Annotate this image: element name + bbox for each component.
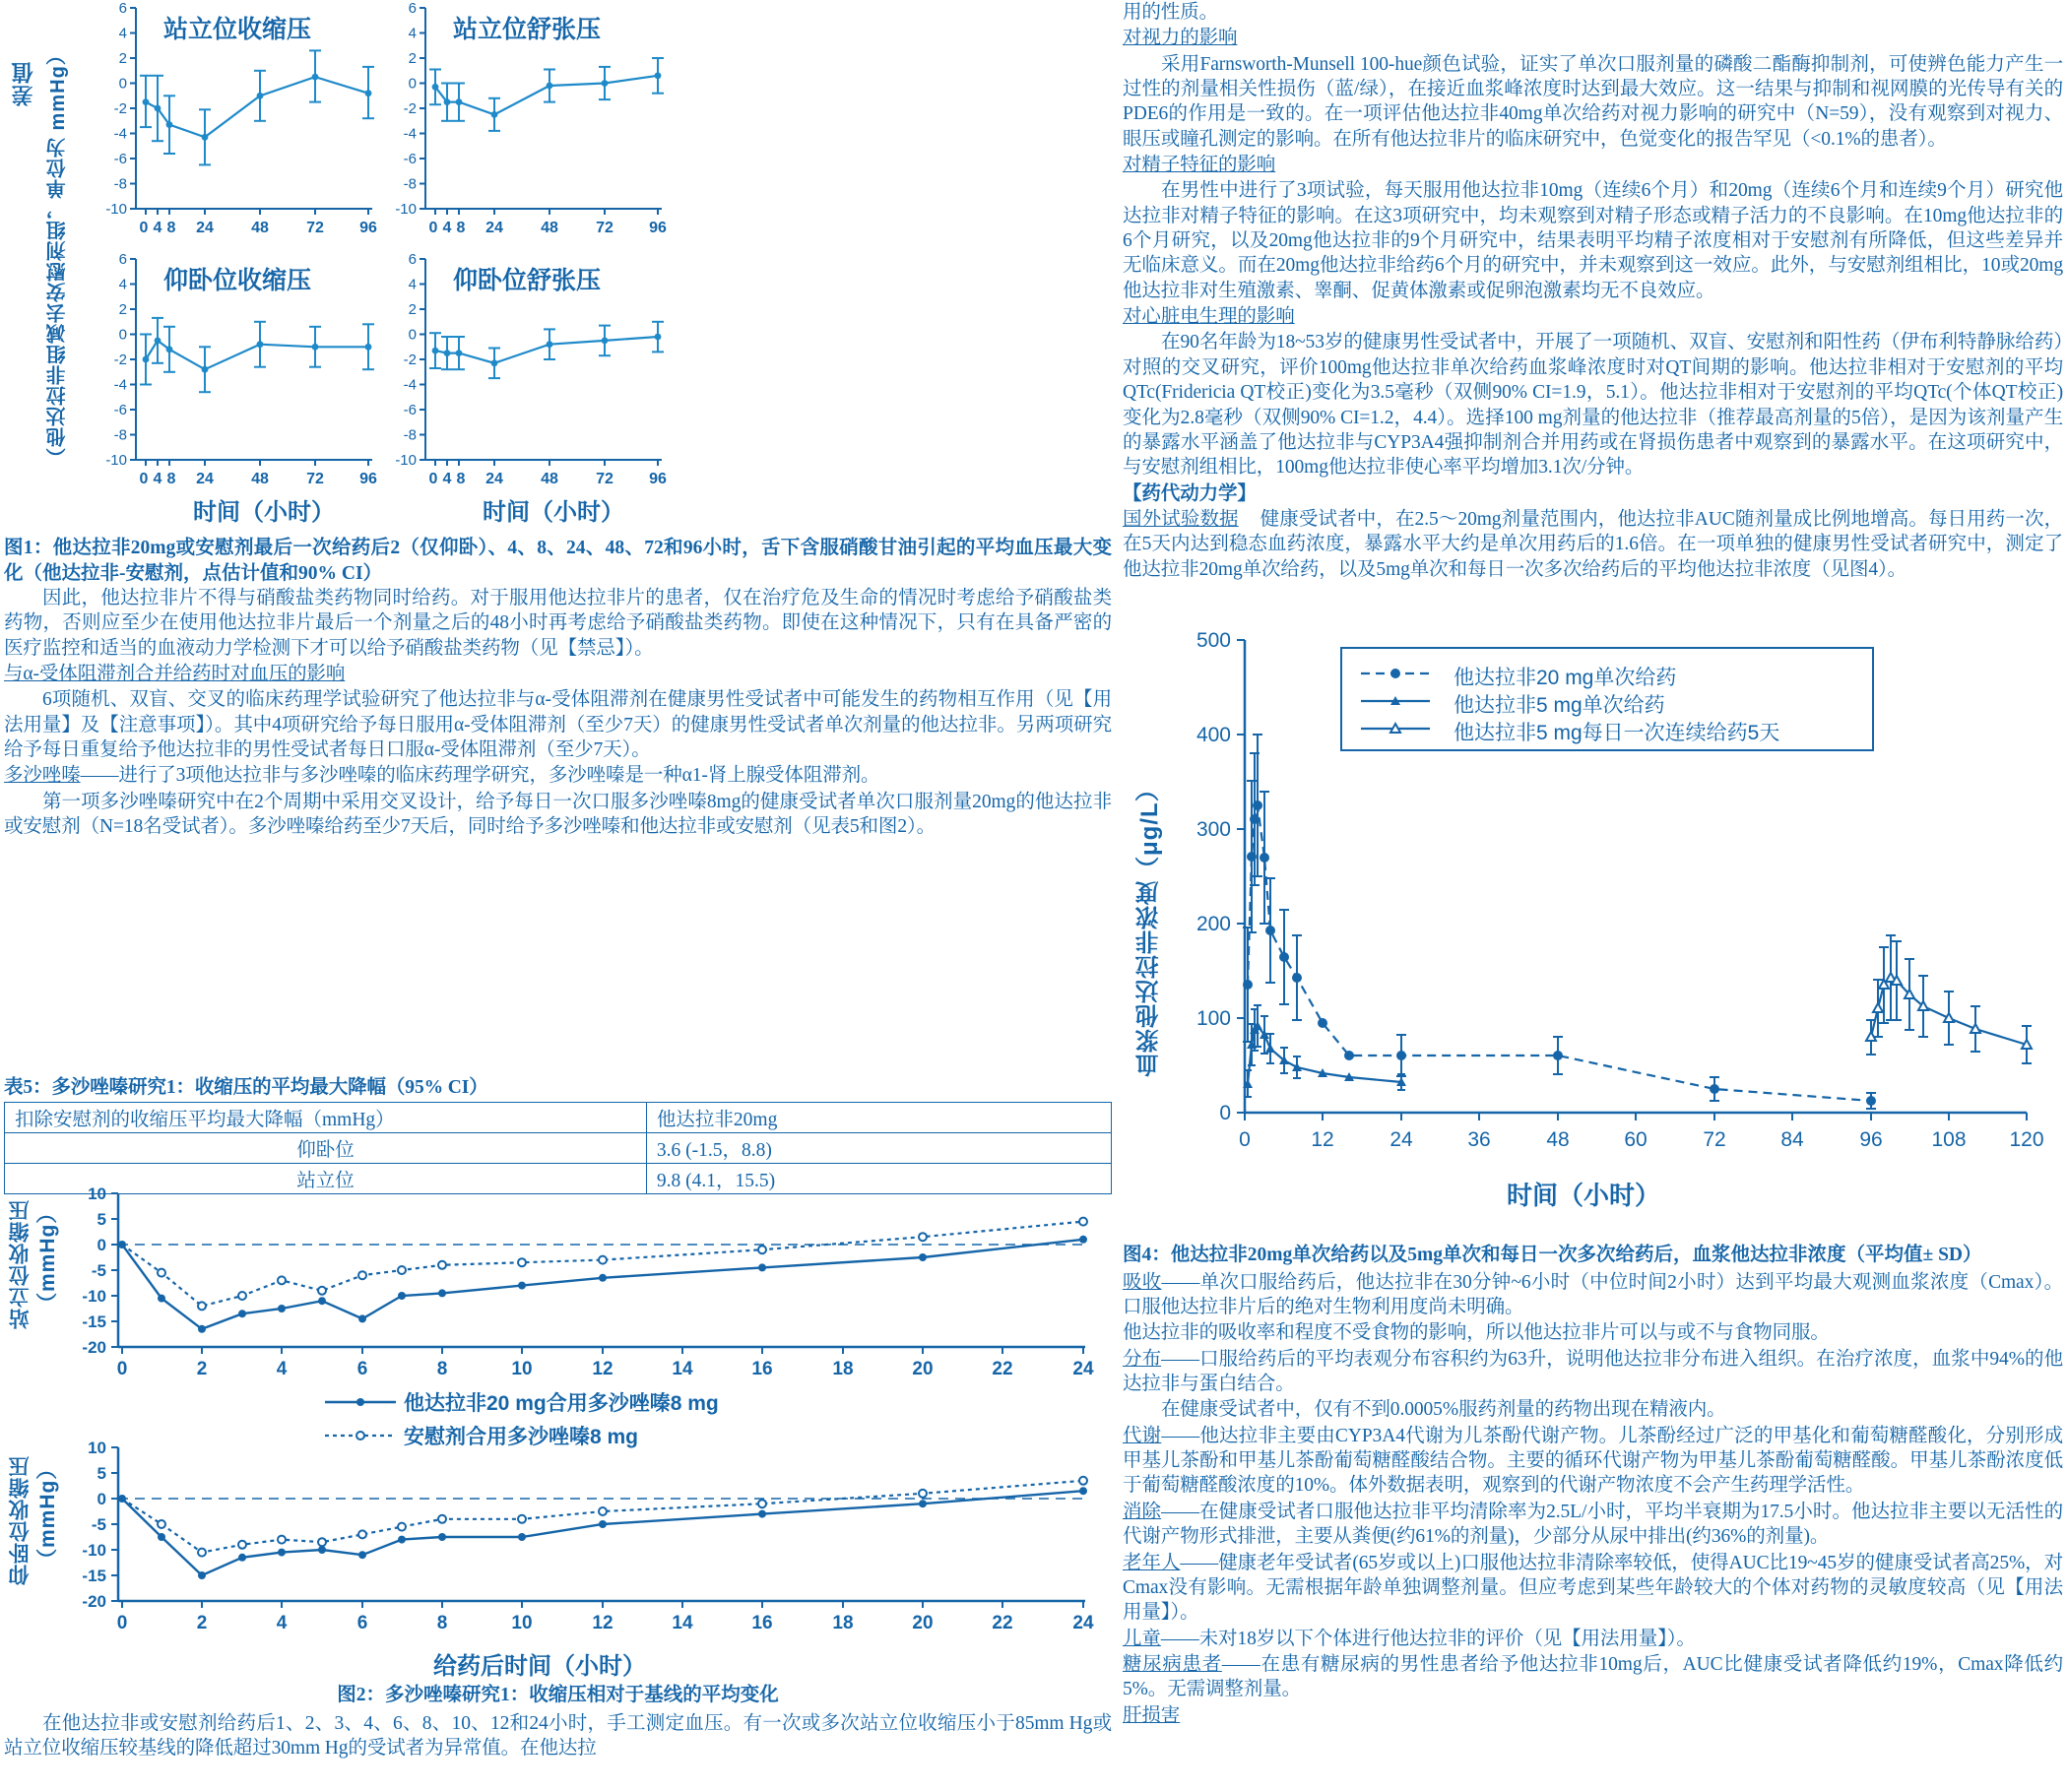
svg-text:100: 100	[1196, 1007, 1231, 1030]
svg-text:24: 24	[196, 471, 214, 487]
svg-text:5: 5	[97, 1464, 106, 1483]
right-heading-sperm: 对精子特征的影响	[1123, 155, 1276, 176]
svg-text:48: 48	[251, 471, 269, 487]
figure2-legend-label-2: 安慰剂合用多沙唑嗪8 mg	[404, 1426, 639, 1448]
svg-text:4: 4	[276, 1359, 288, 1379]
svg-text:18: 18	[832, 1613, 854, 1633]
svg-text:4: 4	[153, 471, 162, 487]
figure2-bot-ylabel-2: （mmHg）	[36, 1457, 59, 1569]
figure4-legend-label-3: 他达拉非5 mg每日一次连续给药5天	[1454, 722, 1780, 744]
right-children	[1123, 1627, 2063, 1651]
svg-text:-10: -10	[105, 452, 127, 469]
right-paragraph-2: 在男性中进行了3项试验，每天服用他达拉非10mg（连续6个月）和20mg（连续6个月和连续9个月）研究他达拉非对精子特征的影响。在这3项研究中，均未观察到对精子形态或精子活力的不良影响。在10mg他达拉非的6个月研究，以及20mg他达拉非的9个月研究中，结果表明平均精子浓度相对于安慰剂有所降低，但这些差异并无临床意义。而在20mg他达拉非给药6个月的研究中，并未观察到这一效应。此外，与安慰剂组相比，10或20mg他达拉非对生殖激素、睾酮、促黄体激素或促卵泡激素均无不良效应。	[1123, 180, 2063, 301]
figure1-panel3-title: 仰卧位收缩压	[163, 267, 312, 294]
svg-text:6: 6	[356, 1613, 368, 1633]
svg-text:4: 4	[442, 471, 452, 487]
svg-text:4: 4	[408, 25, 417, 42]
svg-text:10: 10	[88, 1184, 106, 1203]
right-paragraph-0: 用的性质。	[1123, 2, 1219, 23]
svg-text:-4: -4	[113, 376, 127, 394]
svg-text:12: 12	[592, 1613, 614, 1633]
svg-text:-20: -20	[82, 1592, 106, 1611]
svg-text:400: 400	[1196, 724, 1231, 746]
svg-text:8: 8	[436, 1359, 448, 1379]
left-paragraph-4: 第一项多沙唑嗪研究中在2个周期中采用交叉设计，给予每日一次口服多沙唑嗪8mg的健康受试者单次口服剂量20mg的他达拉非或安慰剂（N=18名受试者）。多沙唑嗪给药至少7天后，同时给予多沙唑嗪和他达拉非或安慰剂（见表5和图2）。	[4, 791, 1112, 838]
svg-text:10: 10	[88, 1439, 106, 1457]
svg-text:108: 108	[1931, 1128, 1967, 1151]
table5-header-1: 扣除安慰剂的收缩压平均最大降幅（mmHg）	[5, 1103, 647, 1133]
svg-text:-2: -2	[403, 100, 417, 117]
svg-text:4: 4	[442, 220, 452, 236]
right-distribution	[1123, 1347, 2063, 1397]
metabolism-heading: 代谢	[1123, 1425, 1162, 1446]
figure1-panel2-title: 站立位舒张压	[453, 16, 602, 43]
svg-text:6: 6	[408, 251, 417, 268]
svg-text:-4: -4	[113, 125, 127, 143]
legend-solid-line-icon	[325, 1395, 396, 1409]
svg-text:6: 6	[118, 0, 127, 17]
overseas-data-text: 健康受试者中，在2.5～20mg剂量范围内，他达拉非AUC随剂量成比例地增高。每日用药一次，在5天内达到稳态血药浓度，暴露水平大约是单次用药后的1.6倍。在一项单独的健康男性受试者研究中，测定了他达拉非20mg单次给药，以及5mg单次和每日一次多次给药后的平均他达拉非浓度（见图4）。	[1123, 508, 2063, 580]
figure4-ylabel: 血浆他达拉非浓度（μg/L）	[1136, 777, 1163, 1078]
diabetes-text: ——在患有糖尿病的男性患者给予他达拉非10mg后，AUC比健康受试者降低约19%，Cmax降低约5%。无需调整剂量。	[1123, 1653, 2063, 1700]
svg-text:-4: -4	[403, 376, 417, 394]
absorption-text: ——单次口服给药后，他达拉非在30分钟~6小时（中位时间2小时）达到平均最大观测血浆浓度（Cmax）。口服他达拉非片后的绝对生物利用度尚未明确。	[1123, 1271, 2063, 1318]
svg-text:72: 72	[306, 220, 324, 236]
figure2-bottom-plot	[61, 1439, 1105, 1633]
svg-text:10: 10	[511, 1359, 533, 1379]
left-bottom-paragraph: 在他达拉非或安慰剂给药后1、2、3、4、6、8、10、12和24小时，手工测定血压。有一次或多次站立位收缩压小于85mm Hg或站立位收缩压较基线的降低超过30mm Hg的受试者为异常值。在他达拉	[4, 1712, 1112, 1760]
svg-text:48: 48	[251, 220, 269, 236]
figure2-bot-ylabel-1: 仰卧位收缩压	[9, 1455, 32, 1585]
svg-text:48: 48	[1546, 1128, 1570, 1151]
svg-text:14: 14	[672, 1359, 693, 1379]
left-paragraph-2: 6项随机、双盲、交叉的临床药理学试验研究了他达拉非与α-受体阻滞剂在健康男性受试者中可能发生的药物相互作用（见【用法用量】及【注意事项】）。其中4项研究给予每日服用α-受体阻滞剂（至少7天）的健康男性受试者单次剂量的他达拉非。另两项研究给予每日重复给予他达拉非的男性受试者每日口服α-受体阻滞剂（至少7天）。	[4, 689, 1112, 761]
svg-text:60: 60	[1624, 1128, 1648, 1151]
table5-r2c2: 9.8 (4.1，15.5)	[646, 1164, 1111, 1194]
svg-text:0: 0	[97, 1490, 106, 1508]
left-paragraph-3	[4, 763, 1112, 788]
svg-text:-5: -5	[91, 1515, 106, 1534]
svg-text:0: 0	[1239, 1128, 1251, 1151]
svg-text:24: 24	[196, 220, 214, 236]
svg-text:4: 4	[118, 276, 127, 293]
svg-text:18: 18	[832, 1359, 854, 1379]
svg-text:-2: -2	[403, 352, 417, 368]
svg-text:0: 0	[408, 75, 417, 93]
figure4-xlabel: 时间（小时）	[1507, 1181, 1661, 1210]
svg-text:0: 0	[118, 326, 127, 344]
figure4-caption: 图4：他达拉非20mg单次给药以及5mg单次和每日一次多次给药后，血浆他达拉非浓度（平均值± SD）	[1123, 1245, 1982, 1265]
svg-text:-6: -6	[403, 151, 417, 167]
svg-text:8: 8	[166, 220, 176, 236]
children-heading: 儿童	[1123, 1628, 1161, 1649]
svg-text:8: 8	[436, 1613, 448, 1633]
right-paragraph-4	[1123, 507, 2063, 582]
table5-header-row	[5, 1103, 1112, 1133]
figure-1	[0, 0, 1118, 532]
svg-text:24: 24	[485, 471, 503, 487]
elimination-heading: 消除	[1123, 1501, 1162, 1522]
svg-text:200: 200	[1196, 913, 1231, 935]
figure2-legend-item-1	[325, 1387, 719, 1417]
svg-text:12: 12	[1311, 1128, 1334, 1151]
children-text: ——未对18岁以下个体进行他达拉非的评价（见【用法用量】）。	[1160, 1628, 1696, 1649]
svg-text:-2: -2	[113, 352, 127, 368]
svg-text:0: 0	[139, 471, 149, 487]
svg-text:-8: -8	[113, 426, 127, 444]
figure1-caption: 图1：他达拉非20mg或安慰剂最后一次给药后2（仅仰卧）、4、8、24、48、72和96小时，舌下含服硝酸甘油引起的平均血压最大变化（他达拉非-安慰剂，点估计值和90% CI）	[4, 538, 1112, 584]
svg-text:2: 2	[118, 50, 127, 67]
svg-text:0: 0	[408, 326, 417, 344]
elderly-heading: 老年人	[1123, 1552, 1181, 1573]
svg-text:24: 24	[1389, 1128, 1413, 1151]
table5-title: 表5：多沙唑嗪研究1：收缩压的平均最大降幅（95% CI）	[4, 1077, 488, 1098]
metabolism-text: ——他达拉非主要由CYP3A4代谢为儿茶酚代谢产物。儿茶酚经过广泛的甲基化和葡萄糖醛酸化，分别形成甲基儿茶酚和甲基儿茶酚葡萄糖醛酸结合物。主要的循环代谢产物为甲基儿茶酚葡萄糖醛酸。甲基儿茶酚浓度低于葡萄糖醛酸浓度的10%。体外数据表明，观察到的代谢产物浓度不会产生药理学活性。	[1123, 1425, 2063, 1497]
overseas-data-heading: 国外试验数据	[1123, 508, 1239, 530]
svg-text:8: 8	[456, 220, 466, 236]
svg-text:2: 2	[408, 50, 417, 67]
right-elimination	[1123, 1500, 2063, 1550]
figure2-top-ylabel-1: 站立位收缩压	[9, 1199, 32, 1329]
svg-text:-8: -8	[403, 175, 417, 193]
svg-text:96: 96	[359, 471, 377, 487]
svg-text:-6: -6	[403, 402, 417, 418]
table5-r1c1: 仰卧位	[5, 1133, 647, 1164]
svg-text:72: 72	[596, 220, 614, 236]
figure1-ylabel-line2: （他达拉非组减去安慰剂组，单位为 mmHg）	[47, 44, 69, 468]
svg-text:24: 24	[1072, 1613, 1094, 1633]
svg-text:120: 120	[2009, 1128, 2044, 1151]
right-metabolism	[1123, 1424, 2063, 1499]
svg-text:96: 96	[649, 471, 667, 487]
svg-text:-20: -20	[82, 1338, 106, 1357]
distribution-heading: 分布	[1123, 1348, 1162, 1370]
svg-text:-8: -8	[403, 426, 417, 444]
svg-text:4: 4	[408, 276, 417, 293]
left-heading-alpha-blocker: 与α-受体阻滞剂合并给药时对血压的影响	[4, 664, 346, 685]
doxazosin-heading: 多沙唑嗪	[4, 765, 81, 787]
svg-text:72: 72	[1703, 1128, 1726, 1151]
svg-text:16: 16	[751, 1613, 773, 1633]
figure1-ylabel-line1: 差值	[11, 61, 35, 106]
table5-r1c2: 3.6 (-1.5，8.8)	[646, 1133, 1111, 1164]
figure2-top-ylabel-2: （mmHg）	[36, 1201, 59, 1313]
right-heading-liver: 肝损害	[1123, 1704, 1181, 1726]
doxazosin-text: ——进行了3项他达拉非与多沙唑嗪的临床药理学研究，多沙唑嗪是一种α1-肾上腺受体阻滞剂。	[80, 765, 880, 787]
svg-text:48: 48	[541, 220, 558, 236]
figure1-panel-standing-systolic	[95, 0, 380, 241]
svg-text:20: 20	[912, 1359, 934, 1379]
svg-text:22: 22	[992, 1613, 1013, 1633]
figure2-legend-label-1: 他达拉非20 mg合用多沙唑嗪8 mg	[404, 1392, 719, 1415]
svg-text:-10: -10	[105, 201, 127, 218]
svg-text:-15: -15	[82, 1312, 106, 1331]
svg-text:0: 0	[116, 1613, 128, 1633]
svg-text:96: 96	[1859, 1128, 1883, 1151]
figure1-panel-supine-diastolic	[384, 251, 670, 492]
right-absorption	[1123, 1270, 2063, 1320]
svg-text:2: 2	[196, 1359, 208, 1379]
figure1-panel-standing-diastolic	[384, 0, 670, 241]
figure2-top-plot	[61, 1184, 1105, 1379]
svg-text:0: 0	[118, 75, 127, 93]
svg-text:-10: -10	[395, 201, 417, 218]
svg-text:-10: -10	[82, 1287, 106, 1306]
svg-text:-4: -4	[403, 125, 417, 143]
svg-text:20: 20	[912, 1613, 934, 1633]
svg-text:0: 0	[116, 1359, 128, 1379]
right-column	[1123, 0, 2068, 1792]
svg-text:48: 48	[541, 471, 558, 487]
svg-text:14: 14	[672, 1613, 693, 1633]
diabetes-heading: 糖尿病患者	[1123, 1653, 1222, 1675]
svg-text:-6: -6	[113, 402, 127, 418]
svg-text:-5: -5	[91, 1261, 106, 1280]
figure2-xlabel: 给药后时间（小时）	[433, 1653, 646, 1680]
figure1-xlabel-left: 时间（小时）	[193, 499, 335, 526]
right-paragraph-food: 他达拉非的吸收率和程度不受食物的影响，所以他达拉非片可以与或不与食物同服。	[1123, 1322, 1830, 1344]
elimination-text: ——在健康受试者口服他达拉非平均清除率为2.5L/小时，平均半衰期为17.5小时。他达拉非主要以无活性的代谢产物形式排泄，主要从粪便(约61%的剂量)，少部分从尿中排出(约36%的剂量)。	[1123, 1501, 2063, 1548]
right-paragraph-semen: 在健康受试者中，仅有不到0.0005%服药剂量的药物出现在精液内。	[1161, 1399, 1726, 1421]
figure1-panel4-title: 仰卧位舒张压	[453, 267, 602, 294]
svg-text:-10: -10	[82, 1541, 106, 1560]
svg-text:4: 4	[276, 1613, 288, 1633]
svg-text:96: 96	[359, 220, 377, 236]
svg-text:-10: -10	[395, 452, 417, 469]
distribution-text: ——口服给药后的平均表观分布容积约为63升，说明他达拉非分布进入组织。在治疗浓度，血浆中94%的他达拉非与蛋白结合。	[1123, 1348, 2063, 1395]
svg-text:24: 24	[1072, 1359, 1094, 1379]
figure-2	[0, 1184, 1118, 1680]
svg-text:0: 0	[428, 471, 438, 487]
svg-text:22: 22	[992, 1359, 1013, 1379]
svg-text:4: 4	[118, 25, 127, 42]
right-diabetes	[1123, 1652, 2063, 1702]
svg-text:6: 6	[408, 0, 417, 17]
svg-text:4: 4	[153, 220, 162, 236]
svg-text:24: 24	[485, 220, 503, 236]
right-heading-vision: 对视力的影响	[1123, 28, 1238, 49]
svg-text:8: 8	[456, 471, 466, 487]
table5-header-2: 他达拉非20mg	[646, 1103, 1111, 1133]
svg-text:0: 0	[139, 220, 149, 236]
svg-text:6: 6	[118, 251, 127, 268]
right-paragraph-1: 采用Farnsworth-Munsell 100-hue颜色试验，证实了单次口服剂量的磷酸二酯酶抑制剂，可使辨色能力产生一过性的剂量相关性损伤（蓝/绿），在接近血浆峰浓度时达到最大效应。这一结果与抑制和视网膜的光传导有关的PDE6的作用是一致的。在一项评估他达拉非40mg单次给药对视力影响的研究中（N=59），没有观察到对视力、眼压或瞳孔测定的影响。在所有他达拉非片的临床研究中，色觉变化的报告罕见（<0.1%的患者）。	[1123, 53, 2063, 150]
svg-text:10: 10	[511, 1613, 533, 1633]
figure4-legend-label-2: 他达拉非5 mg单次给药	[1454, 694, 1665, 717]
figure1-panel1-title: 站立位收缩压	[163, 16, 312, 43]
svg-text:16: 16	[751, 1359, 773, 1379]
svg-text:0: 0	[428, 220, 438, 236]
figure1-xlabel-right: 时间（小时）	[483, 499, 624, 526]
figure2-caption: 图2：多沙唑嗪研究1：收缩压相对于基线的平均变化	[337, 1685, 779, 1705]
right-heading-pharmacokinetics: 【药代动力学】	[1123, 482, 1257, 504]
svg-text:96: 96	[649, 220, 667, 236]
svg-text:300: 300	[1196, 818, 1231, 841]
svg-text:500: 500	[1196, 629, 1231, 652]
svg-text:72: 72	[596, 471, 614, 487]
svg-text:72: 72	[306, 471, 324, 487]
svg-text:2: 2	[408, 301, 417, 318]
absorption-heading: 吸收	[1123, 1271, 1162, 1293]
svg-text:36: 36	[1467, 1128, 1491, 1151]
svg-text:0: 0	[1219, 1102, 1231, 1124]
svg-text:-2: -2	[113, 100, 127, 117]
svg-text:8: 8	[166, 471, 176, 487]
svg-text:2: 2	[118, 301, 127, 318]
elderly-text: ——健康老年受试者(65岁或以上)口服他达拉非清除率较低，使得AUC比19~45岁的健康受试者高25%，对Cmax没有影响。无需根据年龄单独调整剂量。但应考虑到某些年龄较大的个体对药物的灵敏度较高（见【用法用量】）。	[1123, 1552, 2064, 1624]
svg-text:6: 6	[356, 1359, 368, 1379]
right-heading-ecg: 对心脏电生理的影响	[1123, 306, 1295, 328]
right-paragraph-3: 在90名年龄为18~53岁的健康男性受试者中，开展了一项随机、双盲、安慰剂和阳性药（伊布利特静脉给药）对照的交叉研究，评价100mg他达拉非单次给药血浆峰浓度时对QT间期的影响。他达拉非相对于安慰剂的平均QTc(Fridericia QT校正)变化为3.5毫秒（双侧90% CI=1.9，5.1）。他达拉非相对于安慰剂的平均QTc(个体QT校正)变化为2.8毫秒（双侧90% CI=1.2，4.4）。选择100 mg剂量的他达拉非（推荐最高剂量的5倍），是因为该剂量产生的暴露水平涵盖了他达拉非与CYP3A4强抑制剂合并用药或在肾损伤患者中观察到的暴露水平。在这项研究中，与安慰剂组相比，100mg他达拉非使心率平均增加3.1次/分钟。	[1123, 332, 2063, 479]
svg-text:2: 2	[196, 1613, 208, 1633]
svg-text:-8: -8	[113, 175, 127, 193]
svg-text:-15: -15	[82, 1567, 106, 1585]
svg-text:12: 12	[592, 1359, 614, 1379]
svg-text:84: 84	[1780, 1128, 1804, 1151]
right-elderly	[1123, 1551, 2063, 1626]
figure-4	[1123, 612, 2048, 1243]
table-row	[5, 1133, 1112, 1164]
figure4-legend-label-1: 他达拉非20 mg单次给药	[1454, 667, 1677, 689]
figure1-panel-supine-systolic	[95, 251, 380, 492]
table5	[4, 1102, 1112, 1194]
svg-text:0: 0	[97, 1236, 106, 1254]
table5-r2c1: 站立位	[5, 1164, 647, 1194]
svg-text:-6: -6	[113, 151, 127, 167]
left-paragraph-1: 因此，他达拉非片不得与硝酸盐类药物同时给药。对于服用他达拉非片的患者，仅在治疗危及生命的情况时考虑给予硝酸盐类药物，否则应至少在使用他达拉非片最后一个剂量之后的48小时再考虑给予硝酸盐类药物。即使在这种情况下，只有在具备严密的医疗监控和适当的血液动力学检测下才可以给予硝酸盐类药物（见【禁忌】）。	[4, 588, 1112, 659]
svg-text:5: 5	[97, 1210, 106, 1229]
